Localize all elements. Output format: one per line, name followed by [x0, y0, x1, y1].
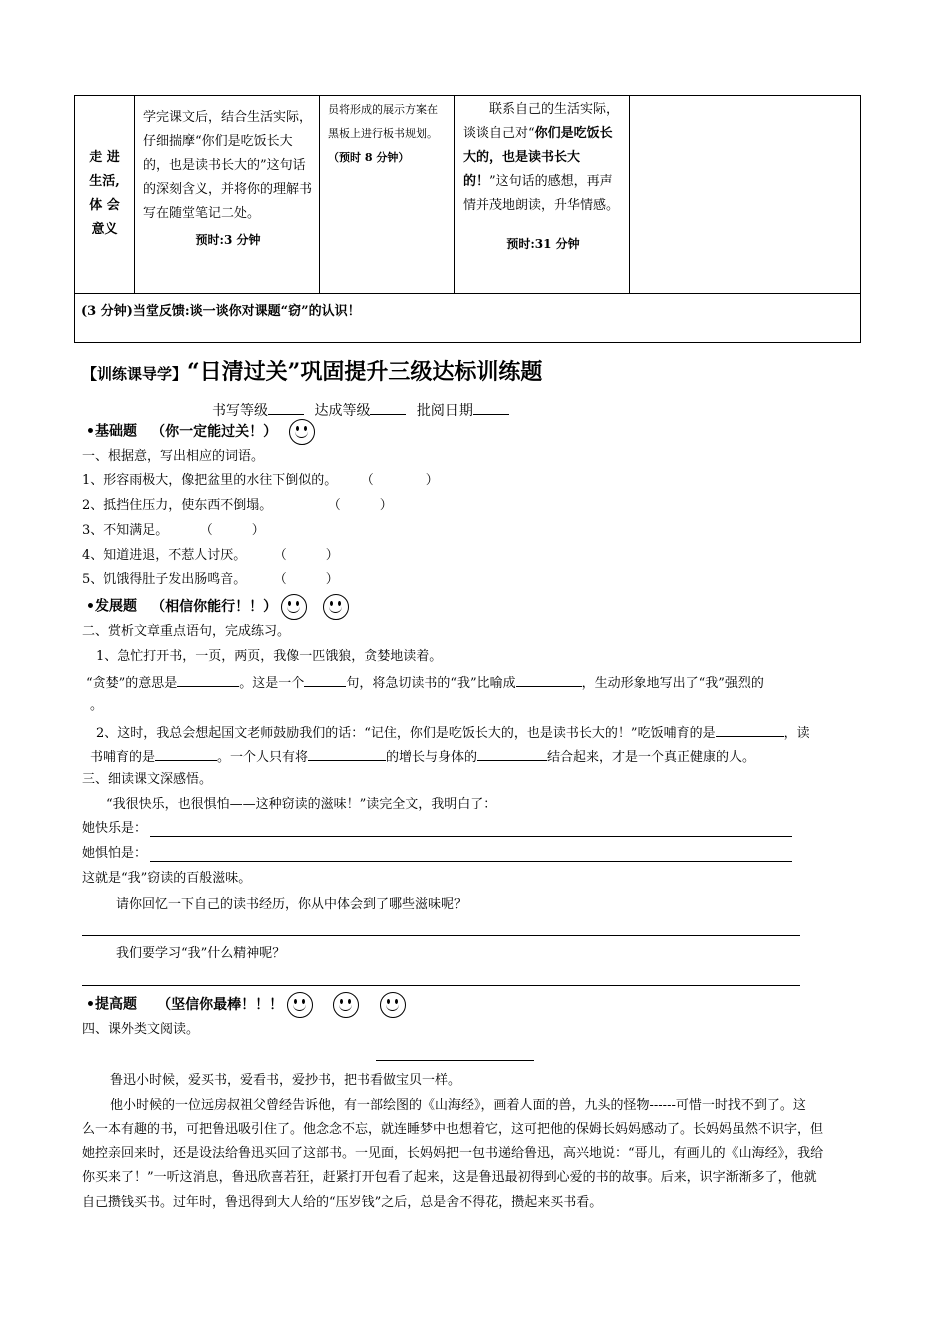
row-label-2: 生活, — [89, 174, 120, 189]
table-row — [75, 96, 861, 294]
row-label-3: 体 会 — [89, 198, 120, 213]
answer-blank[interactable]: （ ） — [334, 498, 393, 513]
q2-text: 的增长与身体的 — [386, 750, 478, 765]
date-label: 批阅日期 — [416, 403, 473, 419]
happy-answer-line[interactable] — [150, 836, 792, 837]
reading-p2-l2: 么一本有趣的书，可把鲁迅吸引住了。他念念不忘，就连睡梦中也想着它，这可把他的保姆长妈妈感动了。长妈妈虽然不识字，但 — [82, 1122, 824, 1137]
q2-text: 书哺育的是 — [90, 750, 156, 765]
recall-answer-line[interactable] — [82, 935, 800, 936]
develop-slogan: （相信你能行！！） — [151, 598, 278, 615]
answer-blank[interactable] — [304, 672, 346, 687]
teacher-task: 员将形成的展示方案在黑板上进行板书规划。 — [328, 103, 438, 140]
list-item — [82, 547, 339, 565]
question-1: 1、急忙打开书，一页，两页，我像一匹饿狼，贪婪地读着。 — [96, 649, 443, 664]
smiley-icon — [380, 992, 406, 1018]
question-2-line2 — [90, 746, 755, 767]
develop-heading — [86, 594, 349, 620]
show-task-post: ”这句话的感想，再声情并茂地朗读，升华情感。 — [463, 174, 620, 213]
reading-p2-l1: 他小时候的一位远房叔祖父曾经告诉他，有一部绘图的《山海经》，画着人面的兽，九头的怪物------可惜一时找不到了。这 — [110, 1098, 806, 1113]
basic-heading — [86, 419, 315, 445]
smiley-icon — [287, 992, 313, 1018]
q2-text: 2、这时，我总会想起国文老师鼓励我们的话：“记住，你们是吃饭长大的，也是读书长大的！”吃饭哺育的是 — [96, 726, 716, 741]
answer-blank[interactable]: （ ） — [280, 548, 339, 563]
show-task-pre: 联系自己的生活实际，谈谈自己对“ — [463, 102, 620, 141]
advance-slogan: （坚信你最棒！！！ — [157, 996, 284, 1013]
advance-heading — [86, 992, 406, 1018]
advance-intro: 四、课外类文阅读。 — [82, 1022, 200, 1037]
q2-text: 。一个人只有将 — [217, 750, 309, 765]
section-3-intro: 三、细读课文深感悟。 — [82, 772, 213, 787]
advance-label: •提高题 — [86, 996, 137, 1013]
list-item — [82, 497, 393, 515]
show-time: 预时:31 分钟 — [506, 237, 580, 251]
item-text: 4、知道进退，不惹人讨厌。 — [82, 548, 247, 563]
basic-intro: 一、根据意，写出相应的词语。 — [82, 449, 265, 464]
smiley-icon — [289, 419, 315, 445]
answer-blank[interactable] — [716, 722, 784, 737]
reading-p2-l5: 自己攒钱买书。过年时，鲁迅得到大人给的“压岁钱”之后，总是舍不得花，攒起来买书看。 — [82, 1195, 603, 1210]
develop-label: •发展题 — [86, 598, 137, 615]
reading-p2-l4: 你买来了！”一听这消息，鲁迅欣喜若狂，赶紧打开包看了起来，这是鲁迅最初得到心爱的书的故事。后来，识字渐渐多了，他就 — [82, 1170, 817, 1185]
happy-label: 她快乐是： — [82, 821, 148, 836]
recall-question: 请你回忆一下自己的读书经历，你从中体会到了哪些滋味呢？ — [116, 897, 468, 912]
grade-row — [212, 400, 509, 420]
question-1-end: 。 — [90, 698, 104, 713]
show-task-bold: 你们是吃饭长大的，也是读书长大的！ — [463, 126, 613, 189]
table-row — [75, 294, 861, 343]
answer-blank[interactable] — [177, 672, 239, 687]
learn-answer-line[interactable] — [82, 985, 800, 986]
item-text: 2、抵挡住压力，使东西不倒塌。 — [82, 498, 273, 513]
basic-label: •基础题 — [86, 423, 137, 440]
lesson-table — [74, 95, 861, 343]
basic-slogan: （你一定能过关！） — [151, 423, 278, 440]
student-task: 学完课文后，结合生活实际，仔细揣摩“你们是吃饭长大的，也是读书长大的”这句话的深刻含义，并将你的理解书写在随堂笔记二处。 — [143, 110, 313, 221]
summary-line: 这就是“我”窃读的百般滋味。 — [82, 871, 252, 886]
reading-title-blank[interactable] — [376, 1060, 534, 1061]
show-task — [463, 98, 623, 218]
student-time: 预时:3 分钟 — [195, 233, 261, 247]
date-blank[interactable] — [473, 400, 509, 415]
reach-label: 达成等级 — [314, 403, 371, 419]
smiley-icon — [323, 594, 349, 620]
reading-p1: 鲁迅小时候，爱买书，爱看书，爱抄书，把书看做宝贝一样。 — [110, 1073, 462, 1088]
q1a-text: ，生动形象地写出了“我”强烈的 — [581, 676, 764, 691]
row-label-1: 走 进 — [89, 150, 120, 165]
answer-blank[interactable]: （ ） — [280, 572, 339, 587]
list-item — [82, 571, 339, 589]
answer-blank[interactable]: （ ） — [206, 523, 265, 538]
answer-blank[interactable] — [477, 746, 547, 761]
grade-blank[interactable] — [268, 400, 304, 415]
row-label-4: 意义 — [91, 222, 118, 237]
student-task-cell — [135, 96, 320, 294]
teacher-task-cell — [320, 96, 455, 294]
answer-blank[interactable] — [516, 672, 582, 687]
reach-blank[interactable] — [370, 400, 406, 415]
teacher-time: （预时 8 分钟） — [328, 151, 410, 164]
row-label-cell — [75, 96, 135, 294]
empty-cell — [630, 96, 861, 294]
learn-question: 我们要学习“我”什么精神呢？ — [116, 946, 286, 961]
reading-p2-l3: 她控亲回来时，还是设法给鲁迅买回了这部书。一见面，长妈妈把一包书递给鲁迅，高兴地说：“哥儿，有画儿的《山海经》，我给 — [82, 1146, 824, 1161]
title-prefix: 【训练课导学】 — [82, 365, 188, 383]
answer-blank[interactable]: （ ） — [367, 473, 439, 488]
item-text: 5、饥饿得肚子发出肠鸣音。 — [82, 572, 247, 587]
answer-blank[interactable] — [155, 746, 217, 761]
q2-text: 结合起来，才是一个真正健康的人。 — [547, 750, 756, 765]
q1a-text: “贪婪”的意思是 — [86, 676, 178, 691]
grade-label: 书写等级 — [212, 403, 268, 419]
question-2-line1 — [96, 722, 810, 743]
smiley-icon — [281, 594, 307, 620]
q2-text: ，读 — [783, 726, 810, 741]
title-main: “日清过关”巩固提升三级达标训练题 — [187, 359, 543, 385]
fear-label: 她惧怕是： — [82, 846, 148, 861]
smiley-icon — [333, 992, 359, 1018]
develop-intro: 二、赏析文章重点语句，完成练习。 — [82, 624, 291, 639]
list-item — [82, 472, 439, 490]
quote-line: “我很快乐，也很惧怕——这种窃读的滋味！”读完全文，我明白了： — [106, 797, 497, 812]
q1a-text: 句，将急切读书的“我”比喻成 — [346, 676, 516, 691]
feedback-cell: (3 分钟)当堂反馈:谈一谈你对课题“窃”的认识！ — [75, 294, 861, 343]
answer-blank[interactable] — [308, 746, 386, 761]
q1a-text: 。这是一个 — [239, 676, 305, 691]
item-text: 1、形容雨极大，像把盆里的水往下倒似的。 — [82, 473, 338, 488]
list-item — [82, 522, 265, 540]
item-text: 3、不知满足。 — [82, 523, 169, 538]
show-task-cell — [455, 96, 630, 294]
question-1-answer — [86, 672, 764, 693]
page-title — [82, 355, 542, 386]
fear-answer-line[interactable] — [150, 861, 792, 862]
